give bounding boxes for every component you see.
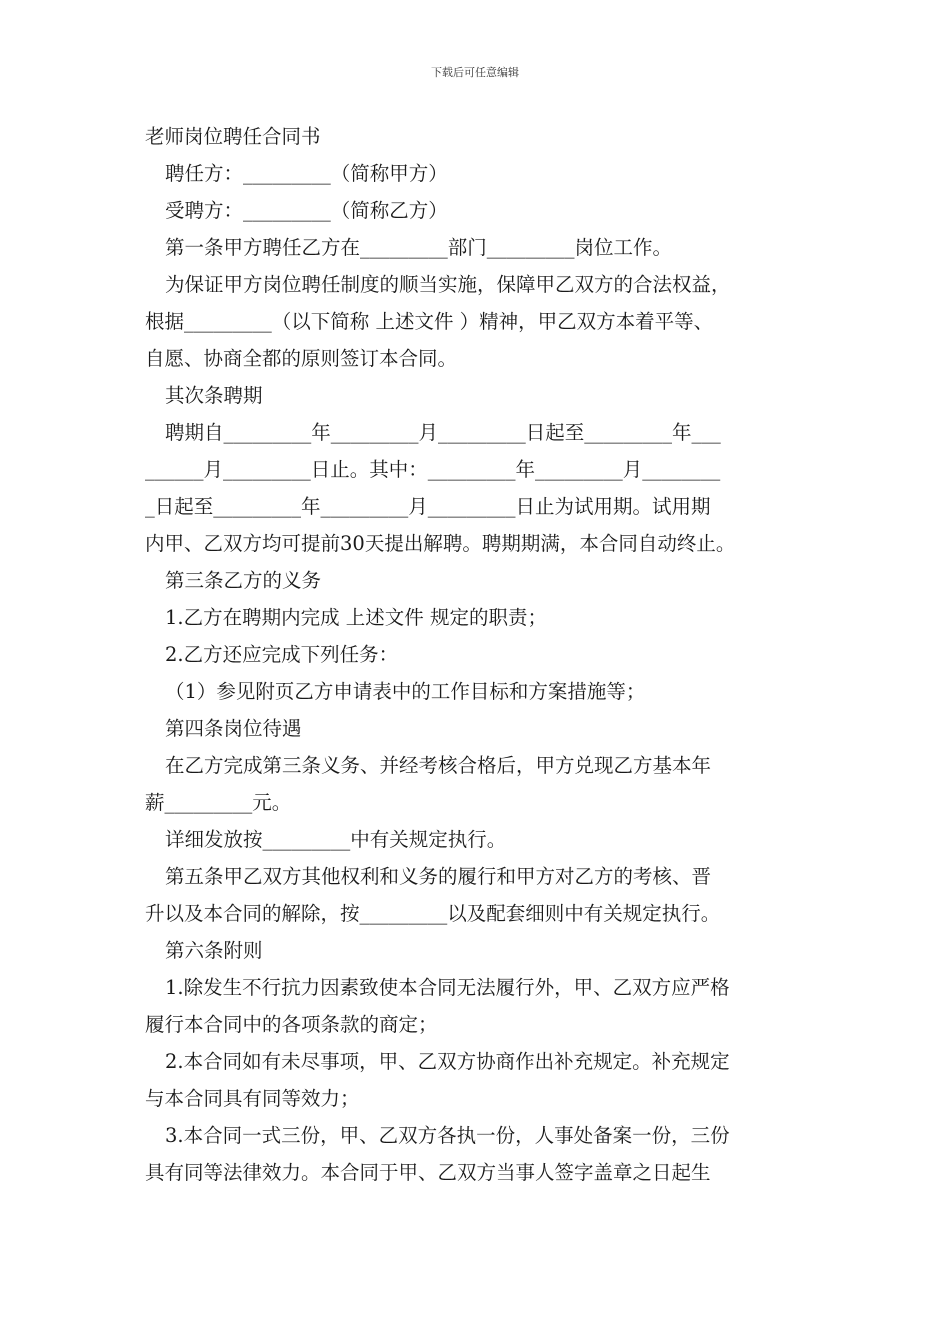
text-line: 自愿、协商全都的原则签订本合同。 bbox=[145, 347, 458, 370]
text-line: 在乙方完成第三条义务、并经考核合格后，甲方兑现乙方基本年 bbox=[165, 754, 712, 777]
page-header: 下载后可任意编辑 bbox=[431, 66, 519, 79]
text-line: （1）参见附页乙方申请表中的工作目标和方案措施等； bbox=[165, 680, 646, 703]
text-line: _日起至_________年_________月_________日止为试用期。试用期 bbox=[145, 495, 711, 518]
text-line: 具有同等法律效力。本合同于甲、乙双方当事人签字盖章之日起生 bbox=[145, 1161, 711, 1184]
text-line: 第四条岗位待遇 bbox=[165, 717, 302, 740]
text-line: 2.本合同如有未尽事项，甲、乙双方协商作出补充规定。补充规定 bbox=[165, 1050, 730, 1073]
text-line: 1.除发生不行抗力因素致使本合同无法履行外，甲、乙双方应严格 bbox=[165, 976, 730, 999]
text-line: 第六条附则 bbox=[165, 939, 263, 962]
text-line: 聘任方：_________（简称甲方） bbox=[165, 162, 448, 185]
document-title: 老师岗位聘任合同书 bbox=[145, 125, 321, 148]
text-line: 受聘方：_________（简称乙方） bbox=[165, 199, 448, 222]
text-line: 为保证甲方岗位聘任制度的顺当实施，保障甲乙双方的合法权益， bbox=[165, 273, 731, 296]
text-line: 升以及本合同的解除，按_________以及配套细则中有关规定执行。 bbox=[145, 902, 721, 925]
text-line: 第五条甲乙双方其他权利和义务的履行和甲方对乙方的考核、晋 bbox=[165, 865, 712, 888]
text-line: 薪_________元。 bbox=[145, 791, 292, 814]
text-line: 1.乙方在聘期内完成 上述文件 规定的职责； bbox=[165, 606, 548, 629]
document-body bbox=[145, 118, 810, 1191]
text-line: 2.乙方还应完成下列任务： bbox=[165, 643, 399, 666]
text-line: 第一条甲方聘任乙方在_________部门_________岗位工作。 bbox=[165, 236, 673, 259]
text-line: 第三条乙方的义务 bbox=[165, 569, 322, 592]
text-line: 3.本合同一式三份，甲、乙双方各执一份，人事处备案一份，三份 bbox=[165, 1124, 730, 1147]
text-line: 其次条聘期 bbox=[165, 384, 263, 407]
text-line: 聘期自_________年_________月_________日起至_________年___ bbox=[165, 421, 721, 444]
text-line: 内甲、乙双方均可提前30天提出解聘。聘期期满，本合同自动终止。 bbox=[145, 532, 736, 555]
text-line: 根据_________（以下简称 上述文件 ）精神，甲乙双方本着平等、 bbox=[145, 310, 714, 333]
text-line: 详细发放按_________中有关规定执行。 bbox=[165, 828, 507, 851]
text-line: 履行本合同中的各项条款的商定； bbox=[145, 1013, 438, 1036]
text-line: ______月_________日止。其中：_________年_________月________ bbox=[145, 458, 721, 481]
text-line: 与本合同具有同等效力； bbox=[145, 1087, 360, 1110]
